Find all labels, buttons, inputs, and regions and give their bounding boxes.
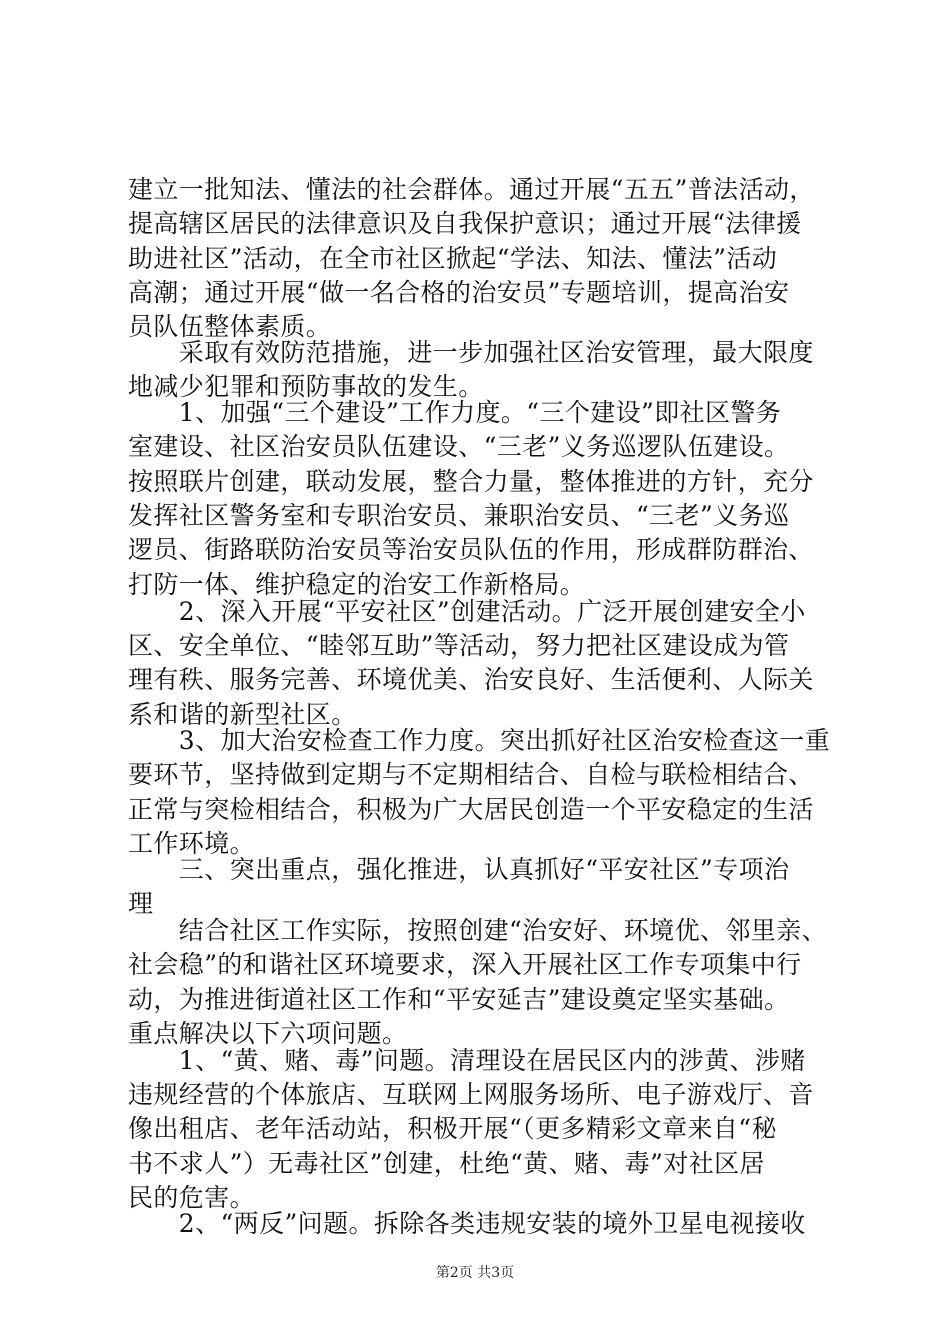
text-line: 社会稳”的和谐社区环境要求，深入开展社区工作专项集中行 — [128, 950, 802, 979]
page-footer: 第2页 共3页 — [435, 1265, 515, 1281]
text-line: 采取有效防范措施，进一步加强社区治安管理，最大限度 — [128, 338, 814, 367]
text-line: 1、“黄、赌、毒”问题。清理设在居民区内的涉黄、涉赌 — [128, 1046, 806, 1075]
text-line: 要环节，坚持做到定期与不定期相结合、自检与联检相结合、 — [128, 760, 814, 789]
text-line: 高潮；通过开展“做一名合格的治安员”专题培训，提高治安 — [128, 278, 790, 307]
text-line: 像出租店、老年活动站，积极开展“（更多精彩文章来自“秘 — [128, 1114, 777, 1143]
text-line: 结合社区工作实际，按照创建“治安好、环境优、邻里亲、 — [128, 916, 827, 945]
text-line: 助进社区”活动，在全市社区掀起“学法、知法、懂法”活动 — [128, 244, 778, 273]
text-line: 建立一批知法、懂法的社会群体。通过开展“五五”普法活动， — [128, 175, 815, 204]
text-line: 室建设、社区治安员队伍建设、“三老”义务巡逻队伍建设。 — [128, 432, 790, 461]
text-line: 打防一体、维护稳定的治安工作新格局。 — [128, 570, 586, 599]
text-line: 3、加大治安检查工作力度。突出抓好社区治安检查这一重 — [128, 726, 831, 755]
text-line: 提高辖区居民的法律意识及自我保护意识；通过开展“法律援 — [128, 209, 802, 238]
text-line: 地减少犯罪和预防事故的发生。 — [128, 372, 484, 401]
text-line: 理有秩、服务完善、环境优美、治安良好、生活便利、人际关 — [128, 665, 814, 694]
text-line: 三、突出重点，强化推进，认真抓好“平安社区”专项治 — [128, 855, 790, 884]
text-line: 2、“两反”问题。拆除各类违规安装的境外卫星电视接收 — [128, 1209, 806, 1238]
text-line: 民的危害。 — [128, 1183, 256, 1212]
text-line: 动，为推进街道社区工作和“平安延吉”建设奠定坚实基础。 — [128, 985, 790, 1014]
text-line: 区、安全单位、“睦邻互助”等活动，努力把社区建设成为管 — [128, 631, 790, 660]
text-line: 理 — [128, 889, 154, 918]
text-line: 发挥社区警务室和专职治安员、兼职治安员、“三老”义务巡 — [128, 501, 790, 530]
text-line: 工作环境。 — [128, 829, 256, 858]
text-line: 2、深入开展“平安社区”创建活动。广泛开展创建安全小 — [128, 597, 806, 626]
text-line: 违规经营的个体旅店、互联网上网服务场所、电子游戏厅、音 — [128, 1080, 814, 1109]
text-line: 正常与突检相结合，积极为广大居民创造一个平安稳定的生活 — [128, 795, 814, 824]
text-line: 系和谐的新型社区。 — [128, 700, 357, 729]
text-line: 按照联片创建，联动发展，整合力量，整体推进的方针，充分 — [128, 467, 814, 496]
text-line: 书不求人”）无毒社区”创建，杜绝“黄、赌、毒”对社区居 — [128, 1149, 765, 1178]
text-line: 员队伍整体素质。 — [128, 312, 332, 341]
text-line: 1、加强“三个建设”工作力度。“三个建设”即社区警务 — [128, 398, 782, 427]
text-line: 逻员、街路联防治安员等治安员队伍的作用，形成群防群治、 — [128, 535, 814, 564]
text-line: 重点解决以下六项问题。 — [128, 1019, 408, 1048]
